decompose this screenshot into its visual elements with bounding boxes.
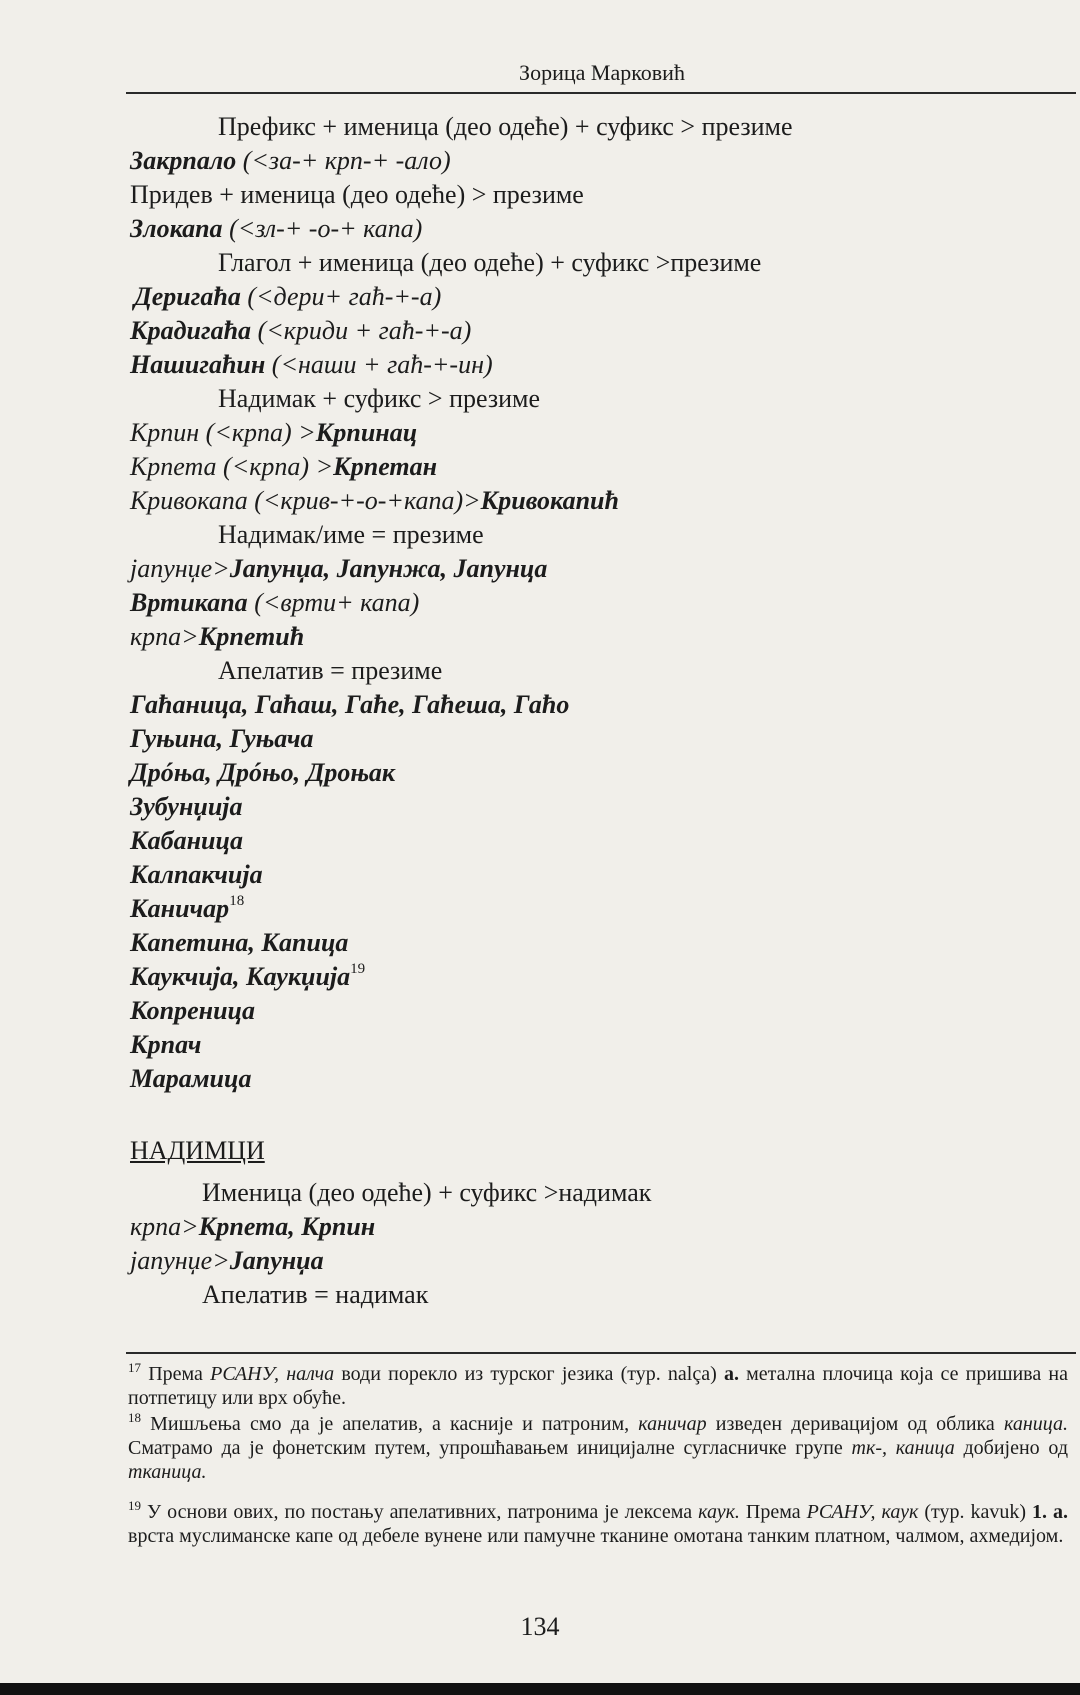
surname: Закрпало bbox=[130, 146, 237, 175]
example-line bbox=[134, 282, 441, 312]
derivation: (<дери+ гаћ-+-а) bbox=[240, 282, 442, 311]
surname-list: Кабаница bbox=[130, 826, 243, 855]
example-line bbox=[130, 452, 437, 482]
header-rule bbox=[126, 92, 1076, 94]
scan-edge bbox=[0, 1683, 1080, 1695]
example-line bbox=[130, 214, 422, 244]
surname-list: Капетина, Капица bbox=[130, 928, 349, 957]
surname: Каукчија, Каукџија bbox=[130, 962, 351, 991]
formula-line: Придев + именица (део одеће) > презиме bbox=[130, 180, 584, 209]
example-line bbox=[130, 1246, 324, 1276]
footnote-19: $^{19}$ У основи ових, по постању апелативних, патронима је лексема каук. Према РСАНУ, каук (тур. kavuk) 1. а. врста муслиманске капе од дебеле вунене или памучне тканине омотана танким платном, чалмом, ахмедијом. bbox=[128, 1498, 1069, 1547]
derivation: Кривокапа (<крив-+-о-+капа)> bbox=[130, 486, 481, 515]
surname-list: Дрóња, Дрóњо, Дроњак bbox=[130, 758, 396, 787]
example-line bbox=[130, 554, 547, 584]
surname: Нашигаћин bbox=[130, 350, 266, 379]
example-line bbox=[130, 588, 419, 618]
formula-line: Глагол + именица (део одеће) + суфикс >презиме bbox=[218, 248, 762, 277]
surname: Кривокапић bbox=[480, 486, 619, 515]
surname: Деригаћа bbox=[134, 282, 241, 311]
footnote-17: $^{17}$ Према РСАНУ, налча води порекло из турског језика (тур. nalça) а. метална плочица која се пришива на потпетицу или врх обуће. bbox=[128, 1360, 1069, 1409]
surname: Вртикапа bbox=[130, 588, 248, 617]
surname: Крадигаћа bbox=[130, 316, 252, 345]
derivation: (<за-+ крп-+ -ало) bbox=[236, 146, 451, 175]
footnote-number: 18 bbox=[128, 1410, 141, 1425]
example-line bbox=[130, 146, 451, 176]
surname: Каничар bbox=[130, 894, 230, 923]
formula-line: Префикс + именица (део одеће) + суфикс > презиме bbox=[218, 112, 793, 141]
formula-line: Апелатив = надимак bbox=[202, 1280, 429, 1309]
example-line bbox=[130, 316, 471, 346]
section-heading: НАДИМЦИ bbox=[130, 1136, 265, 1165]
surname-list: Копреница bbox=[130, 996, 255, 1025]
surname: Крпинац bbox=[315, 418, 418, 447]
surname: Злокапа bbox=[130, 214, 223, 243]
surname-list: Марамица bbox=[130, 1064, 252, 1093]
footnote-rule bbox=[126, 1352, 1076, 1354]
footnote-ref: 18 bbox=[229, 893, 245, 909]
derivation: крпа> bbox=[130, 622, 199, 651]
surname-list bbox=[130, 894, 244, 924]
example-line bbox=[130, 486, 619, 516]
nickname: Крпета, Крпин bbox=[198, 1212, 376, 1241]
example-line bbox=[130, 1212, 375, 1242]
surname-list: Гуњина, Гуњача bbox=[130, 724, 314, 753]
derivation: (<врти+ капа) bbox=[247, 588, 420, 617]
formula-line: Именица (део одеће) + суфикс >надимак bbox=[202, 1178, 652, 1207]
footnote-18: $^{18}$ Мишљења смо да је апелатив, а касније и патроним, каничар изведен деривацијом од облика каница. Сматрамо да је фонетским путем, упрошћавањем иницијалне сугласничке групе тк-, каница добијено од тканица. bbox=[128, 1410, 1069, 1483]
running-header: Зорица Марковић bbox=[519, 60, 685, 85]
derivation: Крпин (<крпа) > bbox=[130, 418, 316, 447]
surname-list: Крпач bbox=[130, 1030, 202, 1059]
derivation: (<криди + гаћ-+-а) bbox=[251, 316, 472, 345]
formula-line: Надимак + суфикс > презиме bbox=[218, 384, 541, 413]
example-line bbox=[130, 350, 493, 380]
surname: Крпетан bbox=[333, 452, 438, 481]
nickname: Јапунџа bbox=[229, 1246, 324, 1275]
derivation: јапунџе> bbox=[130, 1246, 230, 1275]
footnote-ref: 19 bbox=[350, 961, 366, 977]
surname: Јапунџа, Јапунжа, Јапунца bbox=[229, 554, 548, 583]
example-line bbox=[130, 622, 304, 652]
footnote-number: 19 bbox=[128, 1498, 141, 1513]
example-line bbox=[130, 418, 417, 448]
page-number: 134 bbox=[520, 1612, 560, 1641]
footnote-number: 17 bbox=[128, 1360, 141, 1375]
derivation: (<наши + гаћ-+-ин) bbox=[265, 350, 493, 379]
formula-line: Апелатив = презиме bbox=[218, 656, 443, 685]
surname-list: Калпакчија bbox=[130, 860, 263, 889]
surname-list: Зубунџија bbox=[130, 792, 243, 821]
derivation: крпа> bbox=[130, 1212, 199, 1241]
derivation: Крпета (<крпа) > bbox=[130, 452, 334, 481]
derivation: (<зл-+ -о-+ капа) bbox=[222, 214, 423, 243]
surname: Крпетић bbox=[198, 622, 305, 651]
derivation: јапунџе> bbox=[130, 554, 230, 583]
surname-list: Гаћаница, Гаћаш, Гаће, Гаћеша, Гаћо bbox=[130, 690, 570, 719]
formula-line: Надимак/име = презиме bbox=[218, 520, 484, 549]
surname-list bbox=[130, 962, 365, 992]
